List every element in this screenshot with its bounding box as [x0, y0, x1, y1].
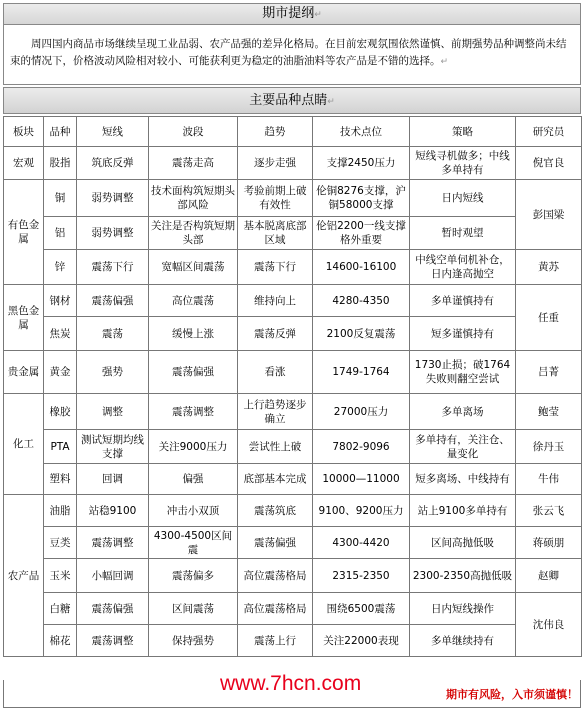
swing-cell: 区间震荡: [149, 593, 238, 625]
variety-cell: 白糖: [44, 593, 77, 625]
analyst-cell: 任重: [516, 285, 582, 351]
short-term-cell: 震荡偏强: [77, 285, 149, 317]
levels-cell: 10000—11000: [313, 464, 410, 495]
header-title-bar: [3, 3, 581, 25]
levels-cell: 4280-4350: [313, 285, 410, 317]
levels-cell: 1749-1764: [313, 351, 410, 394]
variety-cell: 焦炭: [44, 317, 77, 351]
strategy-cell: 日内短线: [410, 180, 516, 217]
levels-cell: 伦铜8276支撑，沪铜58000支撑: [313, 180, 410, 217]
levels-cell: 伦铝2200一线支撑格外重要: [313, 217, 410, 250]
levels-cell: 14600-16100: [313, 250, 410, 285]
levels-cell: 2100反复震荡: [313, 317, 410, 351]
trend-cell: 震荡偏强: [238, 527, 313, 559]
trend-cell: 底部基本完成: [238, 464, 313, 495]
trend-cell: 逐步走强: [238, 147, 313, 180]
sector-cell: 贵金属: [4, 351, 44, 394]
short-term-cell: 回调: [77, 464, 149, 495]
analyst-cell: 鲍莹: [516, 394, 582, 430]
swing-cell: 缓慢上涨: [149, 317, 238, 351]
strategy-cell: 2300-2350高抛低吸: [410, 559, 516, 593]
header-title: 期市提纲: [262, 6, 315, 21]
short-term-cell: 小幅回调: [77, 559, 149, 593]
summary-text: 周四国内商品市场继续呈现工业品弱、农产品强的差异化格局。在目前宏观氛围依然谨慎、前期强势品种调整尚未结束的情况下，价格波动风险相对较小、可能获利更为稳定的油脂油料等农产品是不错的选择。: [10, 38, 567, 67]
swing-cell: 震荡调整: [149, 394, 238, 430]
return-mark-icon: ↵: [327, 97, 335, 107]
short-term-cell: 震荡调整: [77, 625, 149, 657]
short-term-cell: 强势: [77, 351, 149, 394]
strategy-cell: 多单谨慎持有: [410, 285, 516, 317]
risk-warning: 期市有风险，入市须谨慎！: [446, 688, 578, 701]
levels-cell: 围绕6500震荡: [313, 593, 410, 625]
trend-cell: 高位震荡格局: [238, 559, 313, 593]
table-row: [4, 285, 582, 317]
levels-cell: 4300-4420: [313, 527, 410, 559]
strategy-cell: 日内短线操作: [410, 593, 516, 625]
swing-cell: 保持强势: [149, 625, 238, 657]
table-row: [4, 625, 582, 657]
variety-cell: PTA: [44, 430, 77, 464]
column-header: 短线: [77, 117, 149, 147]
swing-cell: 震荡偏多: [149, 559, 238, 593]
levels-cell: 2315-2350: [313, 559, 410, 593]
trend-cell: 震荡下行: [238, 250, 313, 285]
trend-cell: 考验前期上破有效性: [238, 180, 313, 217]
strategy-cell: 区间高抛低吸: [410, 527, 516, 559]
section-title-bar: [3, 87, 581, 114]
variety-cell: 铝: [44, 217, 77, 250]
short-term-cell: 震荡下行: [77, 250, 149, 285]
strategy-cell: 短多谨慎持有: [410, 317, 516, 351]
levels-cell: 27000压力: [313, 394, 410, 430]
table-row: [4, 180, 582, 217]
short-term-cell: 筑底反弹: [77, 147, 149, 180]
analyst-cell: 蒋硕朋: [516, 527, 582, 559]
analyst-cell: 吕菁: [516, 351, 582, 394]
swing-cell: 关注是否构筑短期头部: [149, 217, 238, 250]
varieties-table: [3, 116, 582, 657]
swing-cell: 震荡偏强: [149, 351, 238, 394]
table-row: [4, 317, 582, 351]
sector-cell: 宏观: [4, 147, 44, 180]
return-mark-icon: ↵: [440, 57, 449, 67]
column-header: 研究员: [516, 117, 582, 147]
swing-cell: 4300-4500区间震: [149, 527, 238, 559]
strategy-cell: 多单继续持有: [410, 625, 516, 657]
header-row: [4, 117, 582, 147]
table-row: [4, 250, 582, 285]
sector-cell: 有色金属: [4, 180, 44, 285]
table-row: [4, 495, 582, 527]
watermark-url: www.7hcn.com: [220, 672, 362, 695]
variety-cell: 棉花: [44, 625, 77, 657]
short-term-cell: 震荡偏强: [77, 593, 149, 625]
table-row: [4, 147, 582, 180]
swing-cell: 关注9000压力: [149, 430, 238, 464]
column-header: 板块: [4, 117, 44, 147]
short-term-cell: 震荡: [77, 317, 149, 351]
short-term-cell: 调整: [77, 394, 149, 430]
strategy-cell: 中线空单伺机补仓，日内逢高抛空: [410, 250, 516, 285]
swing-cell: 技术面构筑短期头部风险: [149, 180, 238, 217]
swing-cell: 冲击小双顶: [149, 495, 238, 527]
trend-cell: 基本脱离底部区域: [238, 217, 313, 250]
variety-cell: 钢材: [44, 285, 77, 317]
analyst-cell: 彭国梁: [516, 180, 582, 250]
column-header: 品种: [44, 117, 77, 147]
table-row: [4, 464, 582, 495]
column-header: 趋势: [238, 117, 313, 147]
analyst-cell: 张云飞: [516, 495, 582, 527]
column-header: 策略: [410, 117, 516, 147]
trend-cell: 震荡反弹: [238, 317, 313, 351]
sector-cell: 化工: [4, 394, 44, 495]
strategy-cell: 1730止损；破1764失败则翻空尝试: [410, 351, 516, 394]
table-row: [4, 351, 582, 394]
strategy-cell: 暂时观望: [410, 217, 516, 250]
swing-cell: 高位震荡: [149, 285, 238, 317]
variety-cell: 塑料: [44, 464, 77, 495]
analyst-cell: 赵卿: [516, 559, 582, 593]
sector-cell: 农产品: [4, 495, 44, 657]
table-row: [4, 394, 582, 430]
variety-cell: 股指: [44, 147, 77, 180]
table-row: [4, 593, 582, 625]
trend-cell: 震荡筑底: [238, 495, 313, 527]
levels-cell: 7802-9096: [313, 430, 410, 464]
strategy-cell: 站上9100多单持有: [410, 495, 516, 527]
table-row: [4, 217, 582, 250]
section-title: 主要品种点睛: [249, 93, 328, 108]
short-term-cell: 弱势调整: [77, 217, 149, 250]
variety-cell: 黄金: [44, 351, 77, 394]
analyst-cell: 黄苏: [516, 250, 582, 285]
column-header: 技术点位: [313, 117, 410, 147]
table-row: [4, 527, 582, 559]
sector-cell: 黑色金属: [4, 285, 44, 351]
return-mark-icon: ↵: [314, 10, 322, 20]
strategy-cell: 多单离场: [410, 394, 516, 430]
trend-cell: 尝试性上破: [238, 430, 313, 464]
table-row: [4, 559, 582, 593]
swing-cell: 偏强: [149, 464, 238, 495]
variety-cell: 铜: [44, 180, 77, 217]
variety-cell: 锌: [44, 250, 77, 285]
strategy-cell: 短多离场、中线持有: [410, 464, 516, 495]
short-term-cell: 测试短期均线支撑: [77, 430, 149, 464]
levels-cell: 关注22000表现: [313, 625, 410, 657]
variety-cell: 橡胶: [44, 394, 77, 430]
column-header: 波段: [149, 117, 238, 147]
swing-cell: 震荡走高: [149, 147, 238, 180]
levels-cell: 9100、9200压力: [313, 495, 410, 527]
swing-cell: 宽幅区间震荡: [149, 250, 238, 285]
short-term-cell: 震荡调整: [77, 527, 149, 559]
short-term-cell: 站稳9100: [77, 495, 149, 527]
trend-cell: 看涨: [238, 351, 313, 394]
analyst-cell: 徐丹玉: [516, 430, 582, 464]
trend-cell: 震荡上行: [238, 625, 313, 657]
trend-cell: 高位震荡格局: [238, 593, 313, 625]
summary-paragraph: [3, 25, 581, 85]
levels-cell: 支撑2450压力: [313, 147, 410, 180]
trend-cell: 维持向上: [238, 285, 313, 317]
short-term-cell: 弱势调整: [77, 180, 149, 217]
variety-cell: 油脂: [44, 495, 77, 527]
analyst-cell: 沈伟良: [516, 593, 582, 657]
variety-cell: 玉米: [44, 559, 77, 593]
variety-cell: 豆类: [44, 527, 77, 559]
table-row: [4, 430, 582, 464]
analyst-cell: 牛伟: [516, 464, 582, 495]
strategy-cell: 多单持有，关注仓、量变化: [410, 430, 516, 464]
analyst-cell: 倪官良: [516, 147, 582, 180]
trend-cell: 上行趋势逐步确立: [238, 394, 313, 430]
strategy-cell: 短线寻机做多；中线多单持有: [410, 147, 516, 180]
